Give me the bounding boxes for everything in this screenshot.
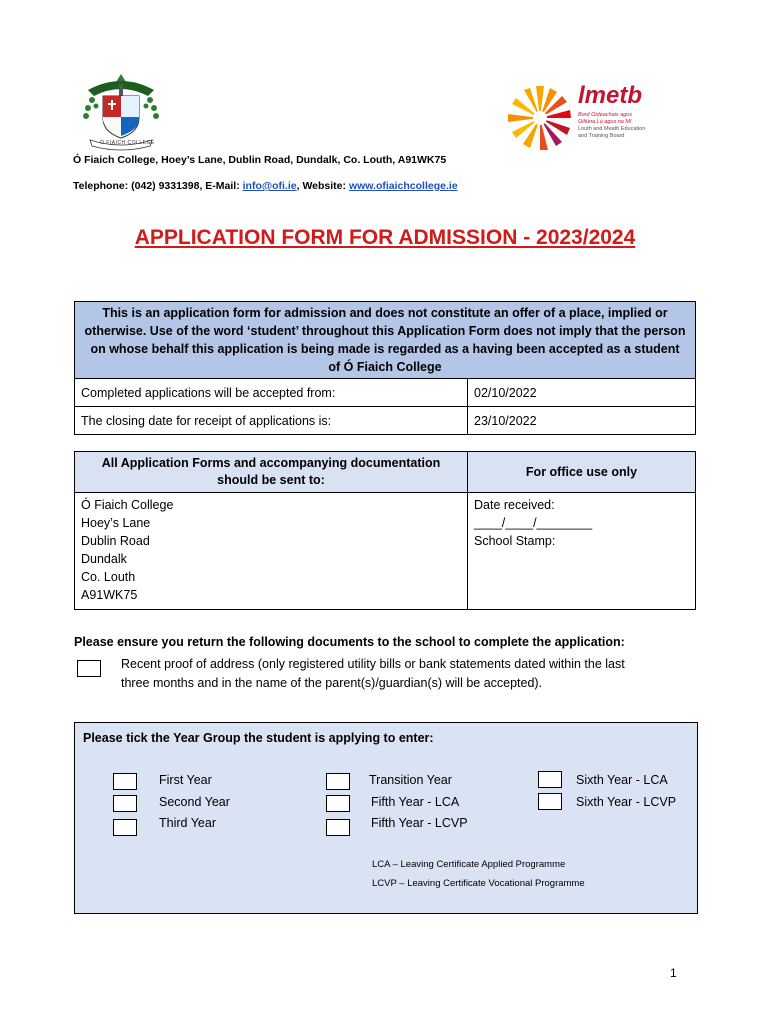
first-year-checkbox[interactable]	[113, 773, 137, 790]
office-use-header: For office use only	[468, 452, 696, 493]
fifth-year-lca-label: Fifth Year - LCA	[371, 795, 460, 809]
notice-table	[74, 301, 696, 435]
office-use-cell	[468, 493, 696, 610]
page-title: APPLICATION FORM FOR ADMISSION - 2023/2024	[134, 226, 636, 249]
send-to-table	[74, 451, 696, 610]
date-received-label: Date received:	[474, 498, 555, 512]
lmetb-wordmark: lmetb	[578, 82, 643, 109]
date-label: The closing date for receipt of applications is:	[75, 407, 468, 435]
email-link[interactable]: info@ofi.ie	[242, 180, 297, 192]
page-number: 1	[670, 966, 677, 980]
transition-year-label: Transition Year	[369, 773, 452, 787]
lca-note: LCA – Leaving Certificate Applied Programme	[372, 859, 566, 870]
table-row	[75, 379, 696, 407]
lmetb-tagline-irish-2: Oiliúna Lú agus na Mí	[578, 119, 632, 125]
sixth-year-lca-checkbox[interactable]	[538, 771, 562, 788]
notice-text: This is an application form for admission and does not constitute an offer of a place, implied or otherwise. Use of the word ‘student’ throughout this Application Form does not imply that the person on whose behalf this application is being made is regarded as a having been accepted as a student of Ó Fiaich College	[75, 302, 696, 379]
table-row	[75, 407, 696, 435]
website-prefix: , Website:	[296, 180, 349, 192]
year-group-box	[74, 722, 698, 914]
college-crest-logo	[78, 70, 164, 152]
fifth-year-lca-checkbox[interactable]	[326, 795, 350, 812]
documents-heading: Please ensure you return the following documents to the school to complete the application:	[74, 635, 625, 649]
lmetb-tagline-irish-1: Bord Oideachais agus	[578, 112, 633, 118]
school-stamp-label: School Stamp:	[474, 534, 556, 548]
proof-line-1: Recent proof of address (only registered utility bills or bank statements dated within the last	[121, 657, 625, 671]
third-year-checkbox[interactable]	[113, 819, 137, 836]
send-to-header: All Application Forms and accompanying documentation should be sent to:	[75, 452, 468, 493]
telephone-text: Telephone: (042) 9331398, E-Mail:	[73, 180, 243, 192]
date-label: Completed applications will be accepted from:	[75, 379, 468, 407]
fifth-year-lcvp-label: Fifth Year - LCVP	[371, 816, 468, 830]
year-group-question: Please tick the Year Group the student is applying to enter:	[83, 731, 434, 745]
date-received-field[interactable]: ____/____/________	[474, 516, 593, 530]
second-year-label: Second Year	[159, 795, 230, 809]
date-value: 02/10/2022	[468, 379, 696, 407]
contact-line	[73, 180, 458, 192]
lmetb-tagline-english-1: Louth and Meath Education	[578, 126, 646, 132]
college-address: Ó Fiaich College, Hoey’s Lane, Dublin Road, Dundalk, Co. Louth, A91WK75	[73, 154, 447, 166]
address-line: Co. Louth	[81, 570, 136, 584]
sixth-year-lcvp-label: Sixth Year - LCVP	[576, 795, 677, 809]
lmetb-logo	[498, 80, 678, 152]
address-line: Ó Fiaich College	[81, 498, 174, 512]
fifth-year-lcvp-checkbox[interactable]	[326, 819, 350, 836]
website-link[interactable]: www.ofiaichcollege.ie	[348, 180, 458, 192]
address-line: Dundalk	[81, 552, 127, 566]
address-line: A91WK75	[81, 588, 138, 602]
send-to-address	[75, 493, 468, 610]
proof-of-address-checkbox[interactable]	[77, 660, 101, 677]
address-line: Dublin Road	[81, 534, 150, 548]
address-line: Hoey’s Lane	[81, 516, 151, 530]
proof-of-address-text	[121, 655, 706, 693]
date-value: 23/10/2022	[468, 407, 696, 435]
lcvp-note: LCVP – Leaving Certificate Vocational Programme	[372, 878, 585, 889]
sixth-year-lca-label: Sixth Year - LCA	[576, 773, 668, 787]
lmetb-tagline-english-2: and Training Board	[578, 133, 625, 139]
first-year-label: First Year	[159, 773, 212, 787]
transition-year-checkbox[interactable]	[326, 773, 350, 790]
sixth-year-lcvp-checkbox[interactable]	[538, 793, 562, 810]
proof-line-2: three months and in the name of the parent(s)/guardian(s) will be accepted).	[121, 676, 543, 690]
third-year-label: Third Year	[159, 816, 216, 830]
crest-motto: Ó FIAICH COLLEGE	[100, 140, 155, 146]
second-year-checkbox[interactable]	[113, 795, 137, 812]
